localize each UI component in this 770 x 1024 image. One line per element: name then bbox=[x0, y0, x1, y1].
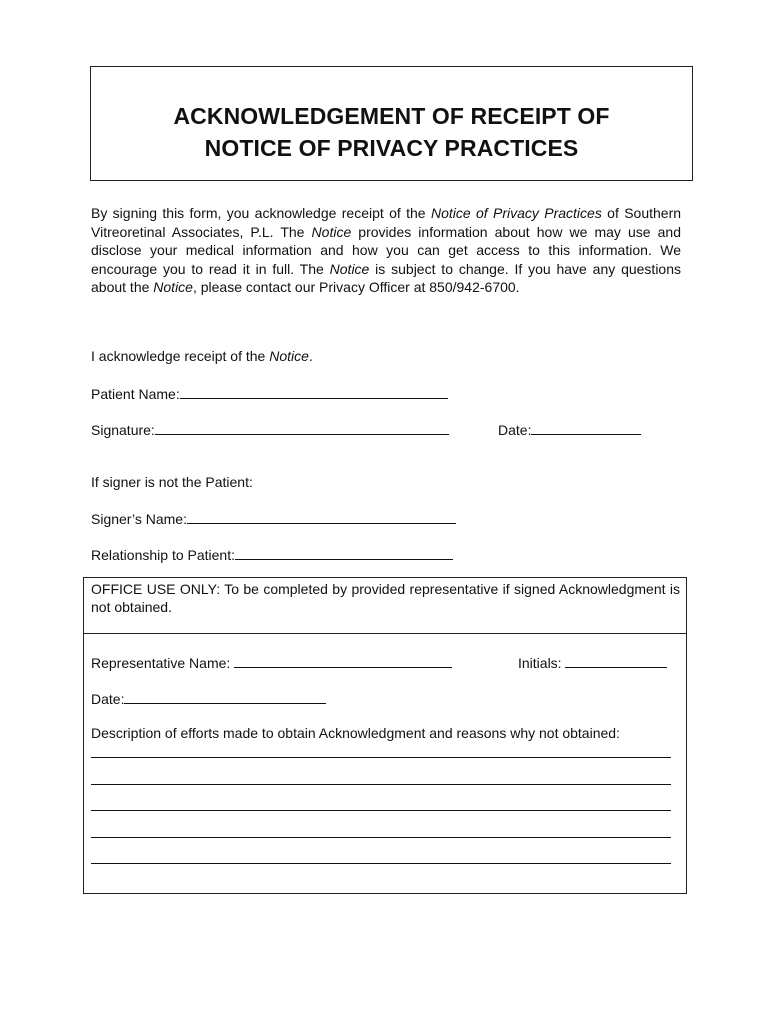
title-box bbox=[90, 66, 693, 181]
intro-notice-2: Notice bbox=[329, 260, 370, 277]
description-line-5[interactable] bbox=[91, 863, 671, 864]
title-line-2: NOTICE OF PRIVACY PRACTICES bbox=[204, 135, 579, 161]
acknowledge-period: . bbox=[308, 348, 313, 364]
title-line-1: ACKNOWLEDGEMENT OF RECEIPT OF bbox=[173, 103, 610, 129]
office-date-row bbox=[91, 689, 326, 707]
intro-notice-of-privacy-practices: Notice of Privacy Practices bbox=[430, 205, 602, 221]
description-line-4[interactable] bbox=[91, 837, 671, 838]
office-divider bbox=[83, 633, 687, 634]
date-row bbox=[498, 420, 641, 438]
acknowledge-notice: Notice bbox=[269, 348, 309, 364]
description-line-3[interactable] bbox=[91, 810, 671, 811]
description-line-2[interactable] bbox=[91, 784, 671, 785]
office-date-label: Date: bbox=[91, 691, 125, 707]
patient-name-row bbox=[91, 384, 448, 402]
signers-name-row bbox=[91, 509, 456, 527]
relationship-label: Relationship to Patient: bbox=[91, 547, 235, 563]
intro-notice-1: Notice bbox=[311, 223, 352, 240]
acknowledge-text: I acknowledge receipt of the bbox=[91, 348, 270, 364]
patient-name-label: Patient Name: bbox=[91, 386, 180, 402]
initials-label: Initials: bbox=[518, 655, 566, 671]
date-label: Date: bbox=[498, 422, 532, 438]
intro-paragraph bbox=[91, 204, 681, 297]
initials-row bbox=[518, 653, 667, 671]
description-line-1[interactable] bbox=[91, 757, 671, 758]
intro-text-1: By signing this form, you acknowledge receipt of the bbox=[91, 205, 431, 221]
signature-field[interactable] bbox=[155, 420, 449, 435]
intro-text-4: is subject to change. If you have any questions about the bbox=[91, 260, 682, 295]
intro-text-2: of Southern Vitreoretinal Associates, P.L. The bbox=[91, 205, 682, 240]
relationship-field[interactable] bbox=[235, 545, 453, 560]
signature-row bbox=[91, 420, 449, 438]
signature-label: Signature: bbox=[91, 422, 155, 438]
representative-name-label: Representative Name: bbox=[91, 655, 235, 671]
representative-name-field[interactable] bbox=[234, 653, 452, 668]
patient-name-field[interactable] bbox=[180, 384, 448, 399]
if-signer-label: If signer is not the Patient: bbox=[91, 474, 253, 490]
intro-notice-3: Notice bbox=[153, 279, 193, 295]
initials-field[interactable] bbox=[565, 653, 667, 668]
acknowledge-statement bbox=[91, 348, 313, 364]
signers-name-field[interactable] bbox=[187, 509, 456, 524]
description-label: Description of efforts made to obtain Acknowledgment and reasons why not obtained: bbox=[91, 725, 620, 741]
office-date-field[interactable] bbox=[124, 689, 326, 704]
signers-name-label: Signer’s Name: bbox=[91, 511, 187, 527]
intro-text-5: , please contact our Privacy Officer at 850/942-6700. bbox=[192, 279, 520, 295]
date-field[interactable] bbox=[531, 420, 641, 435]
representative-name-row bbox=[91, 653, 452, 671]
office-use-header: OFFICE USE ONLY: To be completed by provided representative if signed Acknowledgment is not obtained. bbox=[91, 581, 680, 615]
relationship-row bbox=[91, 545, 453, 563]
intro-text-3: provides information about how we may use and disclose your medical information and how you can get access to this information. We encourage you to read it in full. The bbox=[91, 223, 682, 277]
